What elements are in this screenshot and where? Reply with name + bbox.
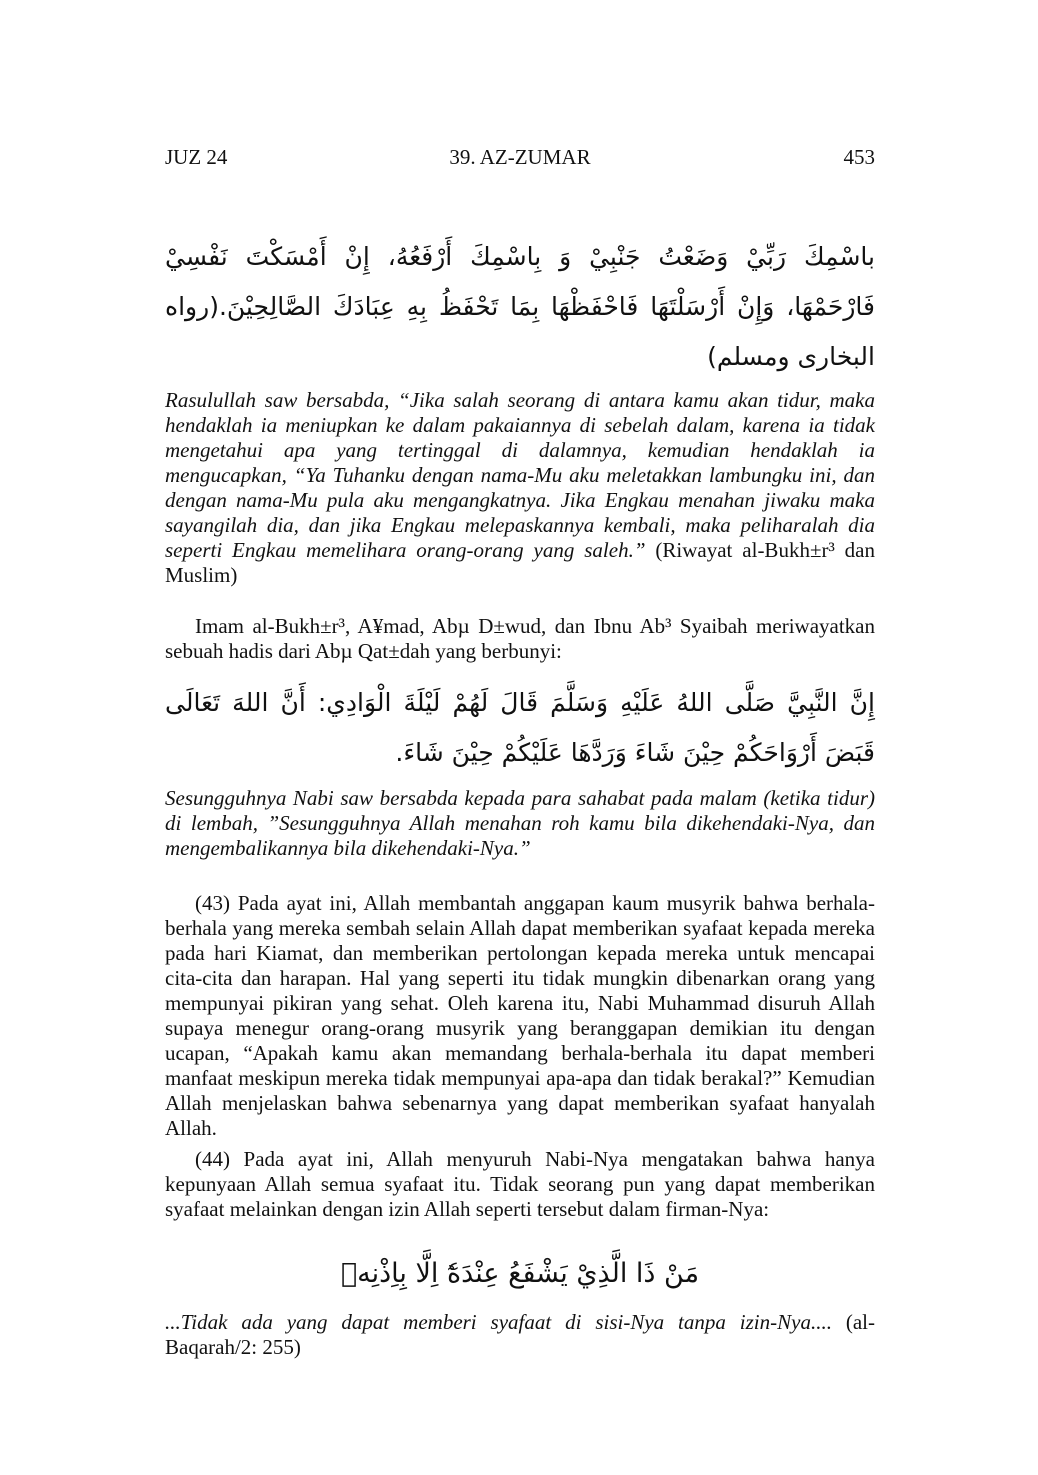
quran-verse-reference: (al-Baqarah/2: 255)	[165, 1310, 875, 1359]
juz-label: JUZ 24	[165, 145, 228, 169]
running-head	[165, 140, 875, 174]
verse-43-commentary: (43) Pada ayat ini, Allah membantah anggapan kaum musyrik bahwa berhala-berhala yang mereka sembah selain Allah dapat memberikan syafaat kepada mereka pada hari Kiamat, dan memberikan pertolongan kepada mereka untuk mencapai cita-cita dan harapan. Hal yang seperti itu tidak mungkin dibenarkan orang yang mempunyai pikiran yang sehat. Oleh karena itu, Nabi Muhammad disuruh Allah supaya menegur orang-orang musyrik yang beranggapan demikian itu dengan ucapan, “Apakah kamu akan memandang berhala-berhala itu dapat memberi manfaat meskipun mereka tidak mempunyai apa-apa dan tidak berakal?” Kemudian Allah menjelaskan bahwa sebenarnya yang dapat memberikan syafaat hanyalah Allah.	[165, 891, 875, 1140]
quran-verse-translation-text: ...Tidak ada yang dapat memberi syafaat di sisi-Nya tanpa izin-Nya....	[165, 1310, 832, 1334]
verse-44-commentary: (44) Pada ayat ini, Allah menyuruh Nabi-Nya mengatakan bahwa hanya kepunyaan Allah semua syafaat itu. Tidak seorang pun yang dapat memberikan syafaat melainkan dengan izin Allah seperti tersebut dalam firman-Nya:	[165, 1147, 875, 1221]
hadith-arabic-text: باسْمِكَ رَبِّيْ وَضَعْتُ جَنْبِيْ وَ بِاسْمِكَ أَرْفَعُهُ، إِنْ أَمْسَكْتَ نَفْسِيْ فَارْحَمْهَا، وَإِنْ أَرْسَلْتَهَا فَاحْفَظْهَا بِمَا تَحْفَظُ بِهِ عِبَادَكَ الصَّالِحِيْنَ.(رواه البخارى ومسلم)	[165, 242, 875, 371]
quran-verse-arabic: مَنْ ذَا الَّذِيْ يَشْفَعُ عِنْدَهٗٓ اِلَّا بِاِذْنِهٖ	[340, 1258, 700, 1289]
second-hadith-translation: Sesungguhnya Nabi saw bersabda kepada para sahabat pada malam (ketika tidur) di lembah, ”Sesungguhnya Allah menahan roh kamu bila dikehendaki-Nya, dan mengembalikannya bila dikehendaki-Nya.”	[165, 786, 875, 860]
hadith-source: (Riwayat al-Bukh±r³ dan Muslim)	[165, 538, 875, 587]
page-number: 453	[843, 145, 875, 169]
quran-verse-translation	[165, 1310, 875, 1360]
hadith-translation	[165, 388, 875, 588]
surah-title: 39. AZ-ZUMAR	[449, 145, 591, 169]
second-hadith-arabic-text: إِنَّ النَّبِيَّ صَلَّى اللهُ عَلَيْهِ وَسَلَّمَ قَالَ لَهُمْ لَيْلَةَ الْوَادِي: أَنَّ اللهَ تَعَالَى قَبَضَ أَرْوَاحَكُمْ حِيْنَ شَاءَ وَرَدَّهَا عَلَيْكُمْ حِيْنَ شَاءَ.	[165, 688, 875, 767]
page	[165, 140, 875, 1360]
narration-paragraph: Imam al-Bukh±r³, A¥mad, Abµ D±wud, dan Ibnu Ab³ Syaibah meriwayatkan sebuah hadis dari Abµ Qat±dah yang berbunyi:	[165, 614, 875, 663]
hadith-translation-text: Rasulullah saw bersabda, “Jika salah seorang di antara kamu akan tidur, maka hendaklah ia meniupkan ke dalam pakaiannya di sebelah dalam, karena ia tidak mengetahui apa yang tertinggal di dalamnya, kemudian hendaklah ia mengucapkan, “Ya Tuhanku dengan nama-Mu aku meletakkan lambungku ini, dan dengan nama-Mu pula aku mengangkatnya. Jika Engkau menahan jiwaku maka sayangilah dia, dan jika Engkau melepaskannya kembali, maka peliharalah dia seperti Engkau memelihara orang-orang yang saleh.”	[165, 388, 875, 562]
